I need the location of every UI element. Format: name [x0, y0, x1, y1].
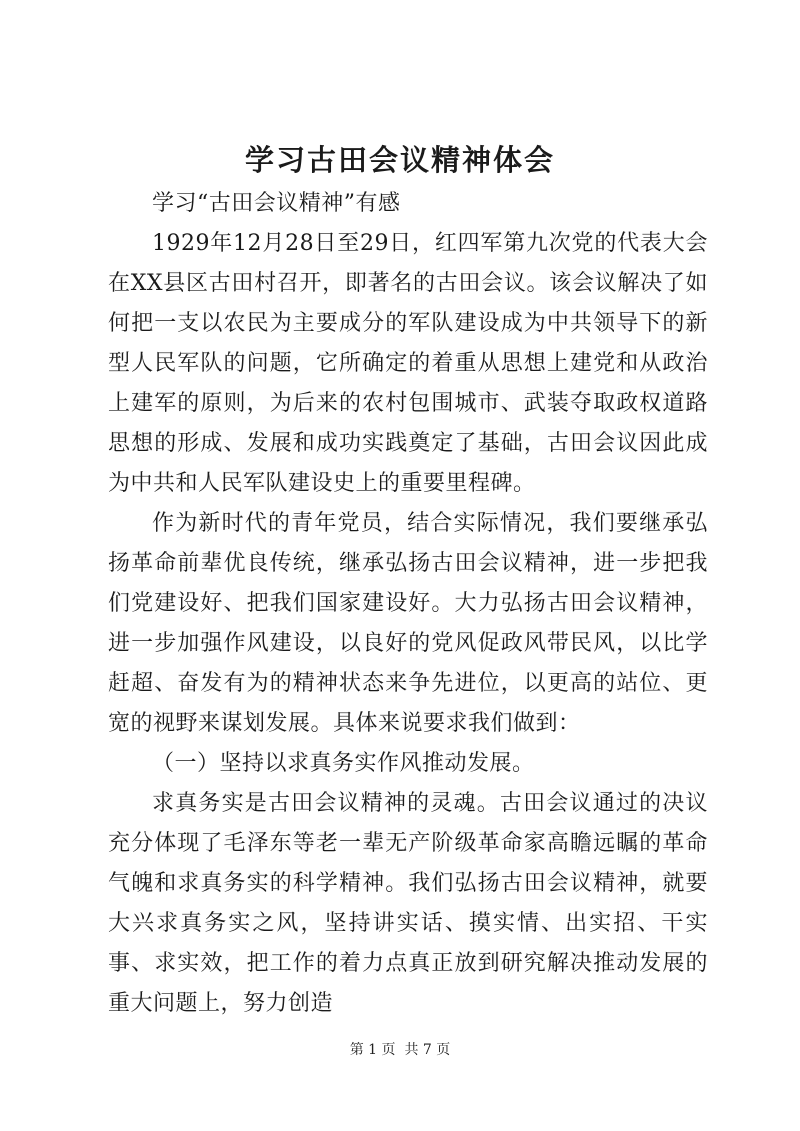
body-paragraph: 作为新时代的青年党员，结合实际情况，我们要继承弘扬革命前辈优良传统，继承弘扬古田会议精神，进一步把我们党建设好、把我们国家建设好。大力弘扬古田会议精神，进一步加强作风建设，以良好的党风促政风带民风，以比学赶超、奋发有为的精神状态来争先进位，以更高的站位、更宽的视野来谋划发展。具体来说要求我们做到： [108, 511, 708, 736]
body-paragraph: 1929年12月28日至29日，红四军第九次党的代表大会在XX县区古田村召开，即著名的古田会议。该会议解决了如何把一支以农民为主要成分的军队建设成为中共领导下的新型人民军队的问题，它所确定的着重从思想上建党和从政治上建军的原则，为后来的农村包围城市、武装夺取政权道路思想的形成、发展和成功实践奠定了基础，古田会议因此成为中共和人民军队建设史上的重要里程碑。 [108, 231, 708, 496]
page-number: 第 1 页 共 7 页 [349, 1042, 451, 1058]
page-footer [0, 1040, 800, 1060]
section-heading: （一）坚持以求真务实作风推动发展。 [152, 751, 535, 776]
document-body [108, 184, 708, 1024]
subtitle-paragraph: 学习“古田会议精神”有感 [152, 191, 401, 216]
document-title: 学习古田会议精神体会 [244, 143, 555, 177]
body-paragraph: 求真务实是古田会议精神的灵魂。古田会议通过的决议充分体现了毛泽东等老一辈无产阶级革命家高瞻远瞩的革命气魄和求真务实的科学精神。我们弘扬古田会议精神，就要大兴求真务实之风，坚持讲实话、摸实情、出实招、干实事、求实效，把工作的着力点真正放到研究解决推动发展的重大问题上，努力创造 [108, 791, 708, 1016]
